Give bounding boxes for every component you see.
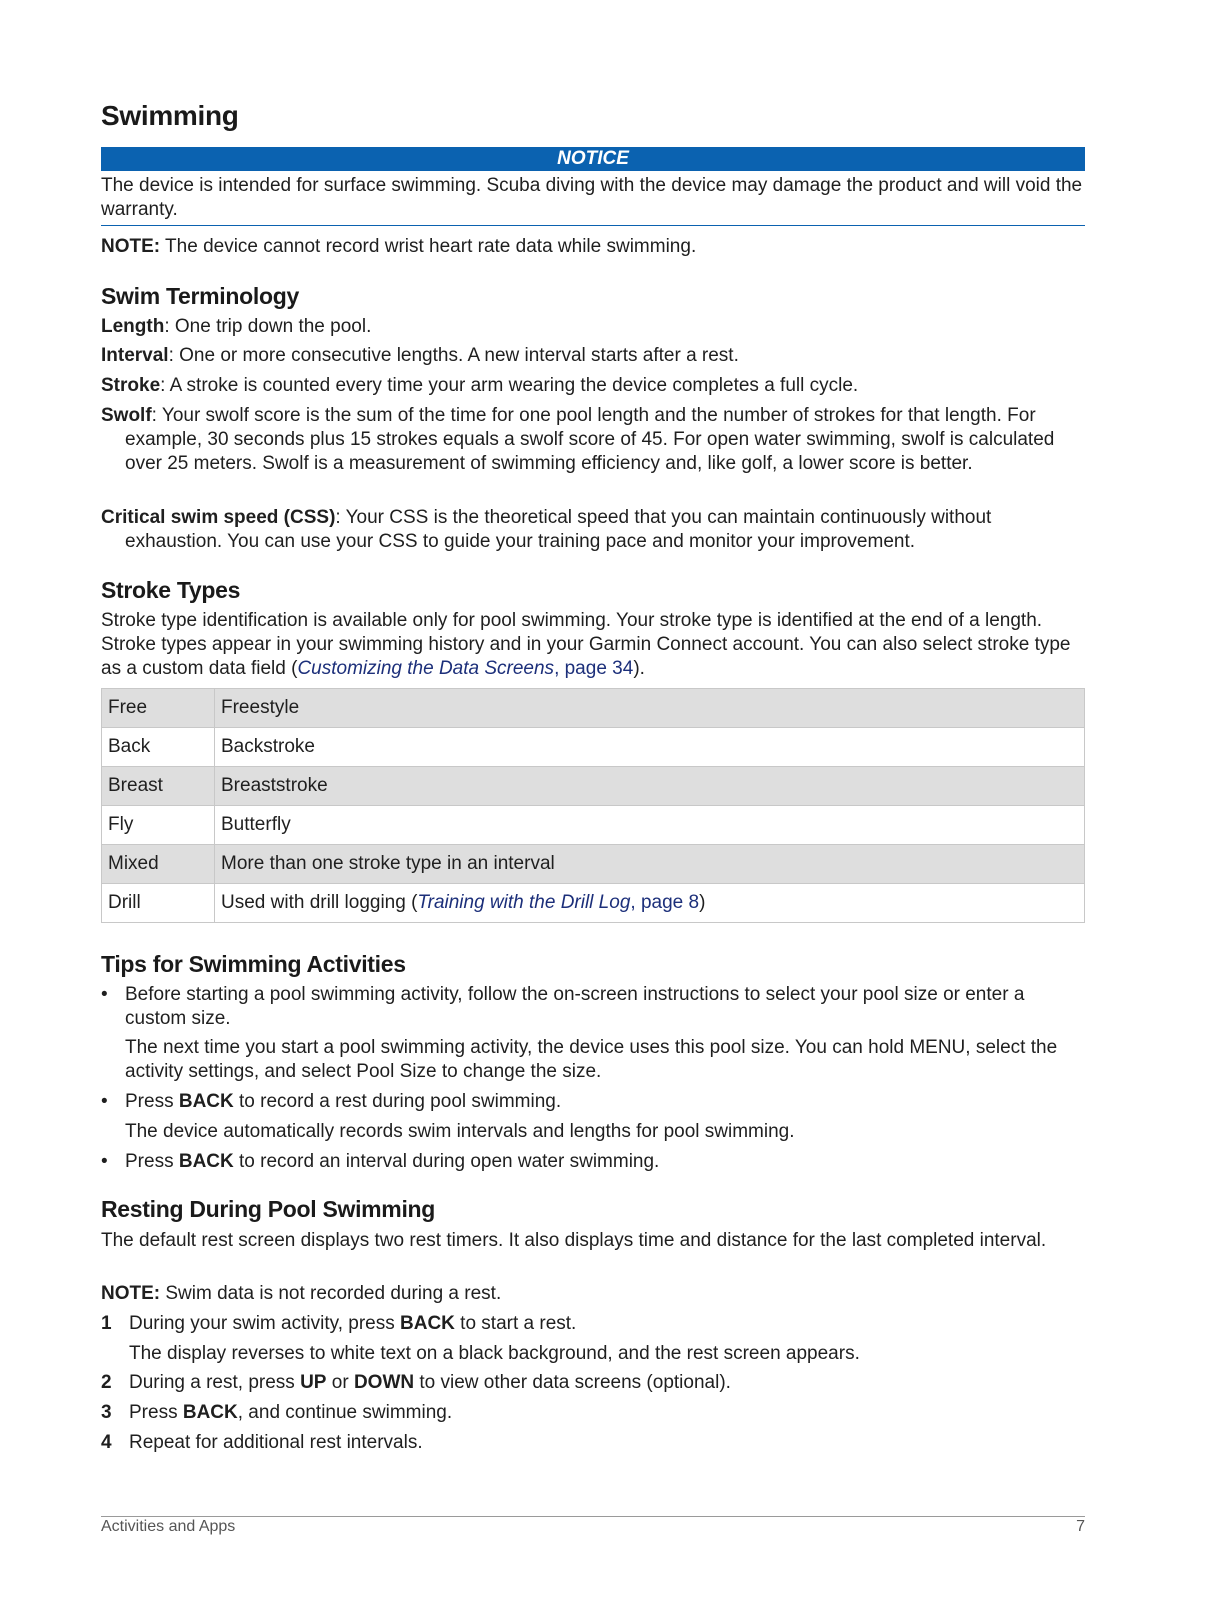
footer-page-number: 7 [1076,1518,1085,1535]
notice-text: The device is intended for surface swimming. Scuba diving with the device may damage the product and will void the warranty. [101,175,1083,220]
notice-divider [101,225,1085,226]
stroke-abbr: Drill [102,884,215,923]
footer-divider [101,1516,1085,1517]
stroke-desc: Used with drill logging (Training with the Drill Log, page 8) [215,884,1085,923]
note-heart-rate: NOTE: The device cannot record wrist heart rate data while swimming. [101,236,697,257]
list-item: • Press BACK to record an interval during open water swimming. [101,1151,660,1172]
stroke-abbr: Fly [102,806,215,845]
stroke-abbr: Free [102,689,215,728]
stroke-abbr: Back [102,728,215,767]
table-row [102,806,1085,845]
stroke-desc: Breaststroke [215,767,1085,806]
step-1-detail: The display reverses to white text on a black background, and the rest screen appears. [129,1343,860,1364]
page-title: Swimming [101,100,239,131]
stroke-desc: Freestyle [215,689,1085,728]
section-heading-terminology: Swim Terminology [101,283,299,309]
list-item-detail: The next time you start a pool swimming activity, the device uses this pool size. You can hold MENU, select the activity settings, and select Pool Size to change the size. [125,1037,1058,1082]
list-item-detail: The device automatically records swim intervals and lengths for pool swimming. [125,1121,795,1142]
bullet-icon: • [101,1091,108,1112]
section-heading-tips: Tips for Swimming Activities [101,951,406,977]
stroke-abbr: Mixed [102,845,215,884]
bullet-icon: • [101,984,108,1005]
table-row [102,884,1085,923]
step-3: 3 Press BACK, and continue swimming. [101,1402,453,1423]
link-drill-log[interactable]: Training with the Drill Log, page 8 [417,892,700,913]
stroke-desc: Butterfly [215,806,1085,845]
resting-intro: The default rest screen displays two rest timers. It also displays time and distance for the last completed interval. [101,1230,1047,1251]
stroke-abbr: Breast [102,767,215,806]
step-1: 1 During your swim activity, press BACK to start a rest. [101,1313,577,1334]
term-css: Critical swim speed (CSS): Your CSS is the theoretical speed that you can maintain continuously without exhaustion. You can use your CSS to guide your training pace and monitor your improvement. [101,507,992,552]
stroke-types-intro: Stroke type identification is available only for pool swimming. Your stroke type is identified at the end of a length. Stroke types appear in your swimming history and in your Garmin Connect account. You can also select stroke type as a custom data field (Customizing the Data Screens, page 34). [101,610,1071,679]
table-row [102,728,1085,767]
section-heading-stroke-types: Stroke Types [101,577,241,603]
bullet-icon: • [101,1151,108,1172]
term-swolf: Swolf: Your swolf score is the sum of the time for one pool length and the number of strokes for that length. For example, 30 seconds plus 15 strokes equals a swolf score of 45. For open water swimming, swolf is calculated over 25 meters. Swolf is a measurement of swimming efficiency and, like golf, a lower score is better. [101,405,1055,474]
footer-section: Activities and Apps [101,1518,236,1535]
term-stroke: Stroke: A stroke is counted every time your arm wearing the device completes a full cycle. [101,375,859,396]
table-row [102,767,1085,806]
stroke-desc: More than one stroke type in an interval [215,845,1085,884]
note-swim-data: NOTE: Swim data is not recorded during a rest. [101,1283,502,1304]
link-customizing-data-screens[interactable]: Customizing the Data Screens, page 34 [297,658,634,679]
term-interval: Interval: One or more consecutive lengths. A new interval starts after a rest. [101,345,739,366]
stroke-desc: Backstroke [215,728,1085,767]
table-row [102,845,1085,884]
notice-banner: NOTICE [101,147,1085,171]
section-heading-resting: Resting During Pool Swimming [101,1196,436,1222]
term-length: Length: One trip down the pool. [101,316,372,337]
stroke-types-table [101,688,1085,923]
table-row [102,689,1085,728]
step-4: 4 Repeat for additional rest intervals. [101,1432,423,1453]
step-2: 2 During a rest, press UP or DOWN to view other data screens (optional). [101,1372,731,1393]
list-item: • Before starting a pool swimming activity, follow the on-screen instructions to select your pool size or enter a custom size. [101,984,1025,1029]
list-item: • Press BACK to record a rest during pool swimming. [101,1091,562,1112]
